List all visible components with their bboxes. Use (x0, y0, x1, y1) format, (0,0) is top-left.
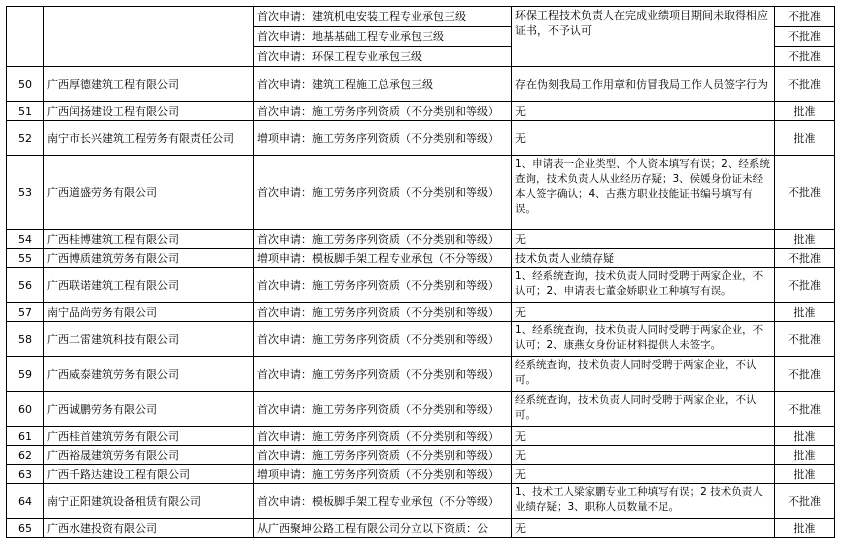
table-row (7, 484, 835, 519)
review-result: 不批准 (775, 27, 835, 47)
company-name: 广西裕晟建筑劳务有限公司 (44, 446, 254, 465)
row-number: 50 (7, 67, 44, 102)
table-row (7, 249, 835, 268)
row-number: 65 (7, 519, 44, 538)
table-row (7, 268, 835, 303)
table-row (7, 67, 835, 102)
review-result: 不批准 (775, 392, 835, 427)
row-number: 61 (7, 427, 44, 446)
review-result: 批准 (775, 303, 835, 322)
application-item: 增项申请：模板脚手架工程专业承包（不分等级） (254, 249, 512, 268)
review-reason: 1、经系统查询，技术负责人同时受聘于两家企业，不认可；2、申请表七董金娇职业工种填写有误。 (512, 268, 775, 303)
application-item: 增项申请：施工劳务序列资质（不分类别和等级） (254, 465, 512, 484)
review-reason: 无 (512, 427, 775, 446)
table-row (7, 519, 835, 538)
review-result: 批准 (775, 230, 835, 249)
application-item: 首次申请：建筑工程施工总承包三级 (254, 67, 512, 102)
row-number: 52 (7, 121, 44, 156)
company-name: 广西诚鹏劳务有限公司 (44, 392, 254, 427)
application-item: 首次申请：环保工程专业承包三级 (254, 47, 512, 67)
company-name: 广西厚德建筑工程有限公司 (44, 67, 254, 102)
review-result: 不批准 (775, 47, 835, 67)
review-reason: 无 (512, 303, 775, 322)
company-name: 广西千路达建设工程有限公司 (44, 465, 254, 484)
company-name: 广西道盛劳务有限公司 (44, 156, 254, 230)
company-name: 广西水建投资有限公司 (44, 519, 254, 538)
application-item: 首次申请：施工劳务序列资质（不分类别和等级） (254, 357, 512, 392)
review-result: 批准 (775, 102, 835, 121)
company-name: 广西博质建筑劳务有限公司 (44, 249, 254, 268)
company-name: 南宁市长兴建筑工程劳务有限责任公司 (44, 121, 254, 156)
review-result: 不批准 (775, 156, 835, 230)
review-reason: 无 (512, 121, 775, 156)
application-item: 首次申请：模板脚手架工程专业承包（不分等级） (254, 484, 512, 519)
table-row (7, 322, 835, 357)
review-reason: 1、经系统查询，技术负责人同时受聘于两家企业，不认可；2、康燕女身份证材料提供人未签字。 (512, 322, 775, 357)
company-name (44, 7, 254, 67)
table-row (7, 446, 835, 465)
application-item: 首次申请：施工劳务序列资质（不分类别和等级） (254, 268, 512, 303)
table-row (7, 156, 835, 230)
review-reason: 无 (512, 230, 775, 249)
review-result: 批准 (775, 121, 835, 156)
row-number: 60 (7, 392, 44, 427)
review-result: 批准 (775, 465, 835, 484)
review-result: 不批准 (775, 268, 835, 303)
application-item: 首次申请：建筑机电安装工程专业承包三级 (254, 7, 512, 27)
review-reason: 无 (512, 465, 775, 484)
table-row (7, 427, 835, 446)
row-number: 64 (7, 484, 44, 519)
application-item: 首次申请：施工劳务序列资质（不分类别和等级） (254, 102, 512, 121)
review-result: 批准 (775, 427, 835, 446)
application-item: 首次申请：施工劳务序列资质（不分类别和等级） (254, 446, 512, 465)
table-row (7, 303, 835, 322)
application-item: 首次申请：地基基础工程专业承包三级 (254, 27, 512, 47)
row-number: 57 (7, 303, 44, 322)
table-row (7, 230, 835, 249)
row-number: 54 (7, 230, 44, 249)
review-result: 批准 (775, 446, 835, 465)
company-name: 广西桂首建筑劳务有限公司 (44, 427, 254, 446)
table-row (7, 392, 835, 427)
review-reason: 无 (512, 102, 775, 121)
company-name: 广西闰扬建设工程有限公司 (44, 102, 254, 121)
application-item: 首次申请：施工劳务序列资质（不分类别和等级） (254, 303, 512, 322)
review-reason: 1、技术工人梁家鹏专业工种填写有误；2 技术负责人业绩存疑；3、职称人员数量不足。 (512, 484, 775, 519)
approval-table (6, 6, 835, 538)
row-number: 56 (7, 268, 44, 303)
review-reason: 技术负责人业绩存疑 (512, 249, 775, 268)
company-name: 广西桂博建筑工程有限公司 (44, 230, 254, 249)
review-reason: 经系统查询，技术负责人同时受聘于两家企业，不认可。 (512, 392, 775, 427)
review-reason: 无 (512, 519, 775, 538)
review-result: 不批准 (775, 67, 835, 102)
application-item: 首次申请：施工劳务序列资质（不分类别和等级） (254, 230, 512, 249)
table-row (7, 357, 835, 392)
row-number: 55 (7, 249, 44, 268)
application-item: 从广西聚坤公路工程有限公司分立以下资质：公 (254, 519, 512, 538)
table-row (7, 465, 835, 484)
company-name: 广西联诺建筑工程有限公司 (44, 268, 254, 303)
application-item: 增项申请：施工劳务序列资质（不分类别和等级） (254, 121, 512, 156)
review-result: 不批准 (775, 249, 835, 268)
review-reason: 环保工程技术负责人在完成业绩项目期间未取得相应证书，不予认可 (512, 7, 775, 67)
review-result: 批准 (775, 519, 835, 538)
review-reason: 1、申请表一企业类型、个人资本填写有误；2、经系统查询，技术负责人从业经历存疑；3、侯媛身份证未经本人签字确认；4、古燕方职业技能证书编号填写有误。 (512, 156, 775, 230)
row-number: 58 (7, 322, 44, 357)
application-item: 首次申请：施工劳务序列资质（不分类别和等级） (254, 392, 512, 427)
company-name: 广西威泰建筑劳务有限公司 (44, 357, 254, 392)
row-number: 51 (7, 102, 44, 121)
review-reason: 无 (512, 446, 775, 465)
table-row (7, 121, 835, 156)
row-number: 59 (7, 357, 44, 392)
review-reason: 存在伪刻我局工作用章和仿冒我局工作人员签字行为 (512, 67, 775, 102)
row-number: 53 (7, 156, 44, 230)
application-item: 首次申请：施工劳务序列资质（不分类别和等级） (254, 427, 512, 446)
review-result: 不批准 (775, 7, 835, 27)
row-number: 62 (7, 446, 44, 465)
review-result: 不批准 (775, 357, 835, 392)
row-number (7, 7, 44, 67)
company-name: 广西二雷建筑科技有限公司 (44, 322, 254, 357)
application-item: 首次申请：施工劳务序列资质（不分类别和等级） (254, 322, 512, 357)
table-row (7, 7, 835, 27)
review-result: 不批准 (775, 322, 835, 357)
table-row (7, 102, 835, 121)
company-name: 南宁正阳建筑设备租赁有限公司 (44, 484, 254, 519)
application-item: 首次申请：施工劳务序列资质（不分类别和等级） (254, 156, 512, 230)
review-result: 不批准 (775, 484, 835, 519)
company-name: 南宁品尚劳务有限公司 (44, 303, 254, 322)
review-reason: 经系统查询，技术负责人同时受聘于两家企业，不认可。 (512, 357, 775, 392)
row-number: 63 (7, 465, 44, 484)
